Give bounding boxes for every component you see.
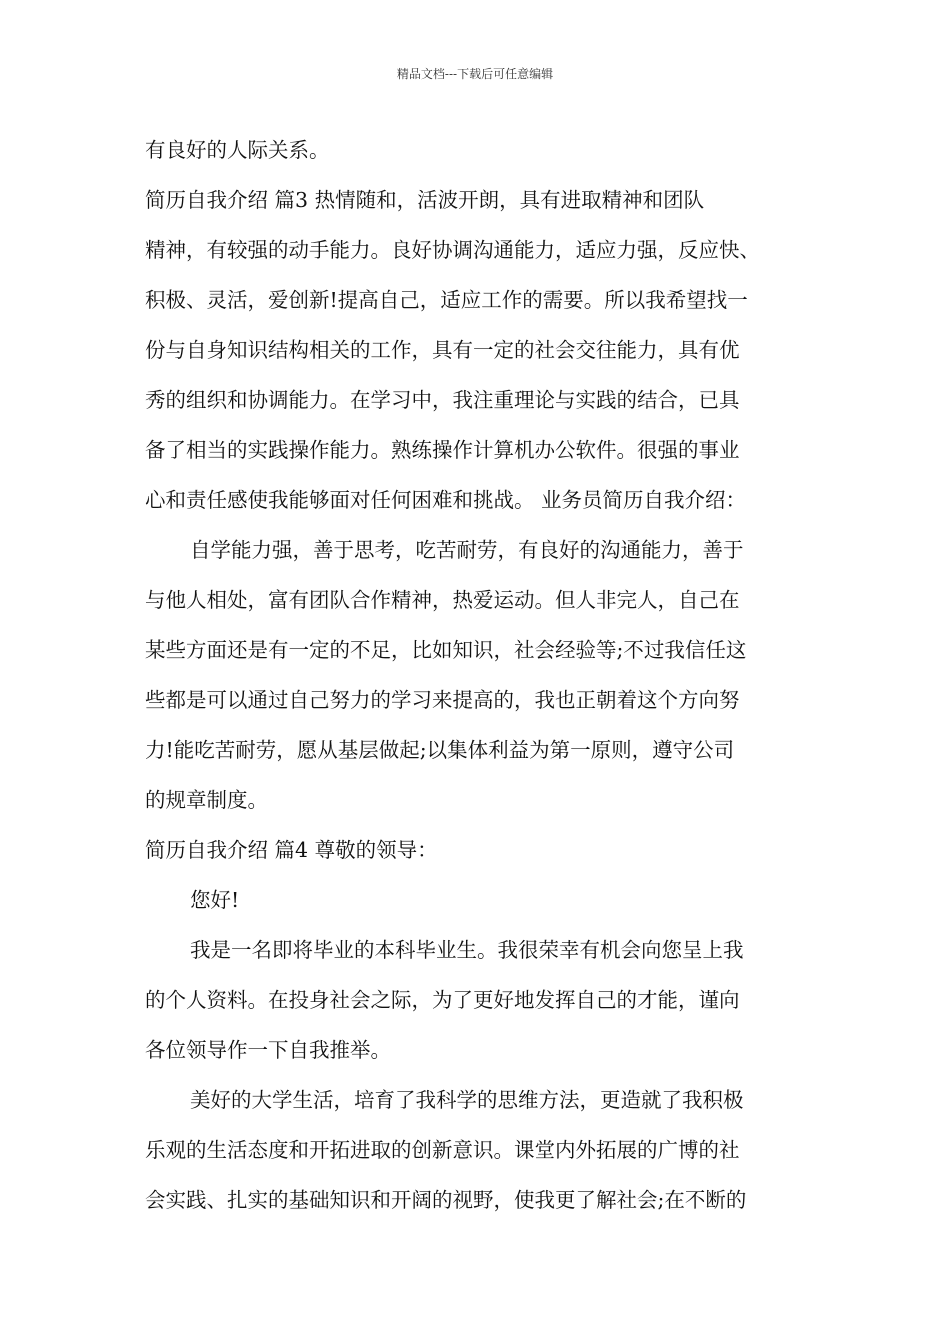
text-line: 备了相当的实践操作能力。熟练操作计算机办公软件。很强的事业 — [145, 438, 740, 462]
text-line: 与他人相处，富有团队合作精神，热爱运动。但人非完人，自己在 — [145, 588, 740, 612]
text-line: 心和责任感使我能够面对任何困难和挑战。 业务员简历自我介绍： — [145, 488, 747, 512]
section-heading-line: 简历自我介绍 篇3 热情随和，活波开朗，具有进取精神和团队 — [145, 188, 705, 212]
paragraph-first-line: 自学能力强，善于思考，吃苦耐劳，有良好的沟通能力，善于 — [190, 538, 744, 562]
text-line: 的规章制度。 — [145, 788, 268, 812]
text-line: 些都是可以通过自己努力的学习来提高的，我也正朝着这个方向努 — [145, 688, 740, 712]
paragraph-first-line: 我是一名即将毕业的本科毕业生。我很荣幸有机会向您呈上我 — [190, 938, 744, 962]
text-line: 精神，有较强的动手能力。良好协调沟通能力，适应力强，反应快、 — [145, 238, 760, 262]
paragraph-first-line: 美好的大学生活，培育了我科学的思维方法，更造就了我积极 — [190, 1088, 744, 1112]
text-line: 秀的组织和协调能力。在学习中，我注重理论与实践的结合，已具 — [145, 388, 740, 412]
section-heading-line: 简历自我介绍 篇4 尊敬的领导： — [145, 838, 438, 862]
text-line: 份与自身知识结构相关的工作，具有一定的社会交往能力，具有优 — [145, 338, 740, 362]
text-line: 会实践、扎实的基础知识和开阔的视野，使我更了解社会;在不断的 — [145, 1188, 747, 1212]
text-line: 各位领导作一下自我推举。 — [145, 1038, 391, 1062]
greeting-line: 您好! — [190, 888, 240, 912]
text-line: 力!能吃苦耐劳，愿从基层做起;以集体利益为第一原则，遵守公司 — [145, 738, 735, 762]
text-line: 有良好的人际关系。 — [145, 138, 330, 162]
text-line: 某些方面还是有一定的不足，比如知识，社会经验等;不过我信任这 — [145, 638, 747, 662]
text-line: 乐观的生活态度和开拓进取的创新意识。课堂内外拓展的广博的社 — [145, 1138, 740, 1162]
text-line: 积极、灵活，爱创新!提高自己，适应工作的需要。所以我希望找一 — [145, 288, 748, 312]
text-line: 的个人资料。在投身社会之际，为了更好地发挥自己的才能，谨向 — [145, 988, 740, 1012]
page-header: 精品文档---下载后可任意编辑 — [396, 67, 554, 81]
